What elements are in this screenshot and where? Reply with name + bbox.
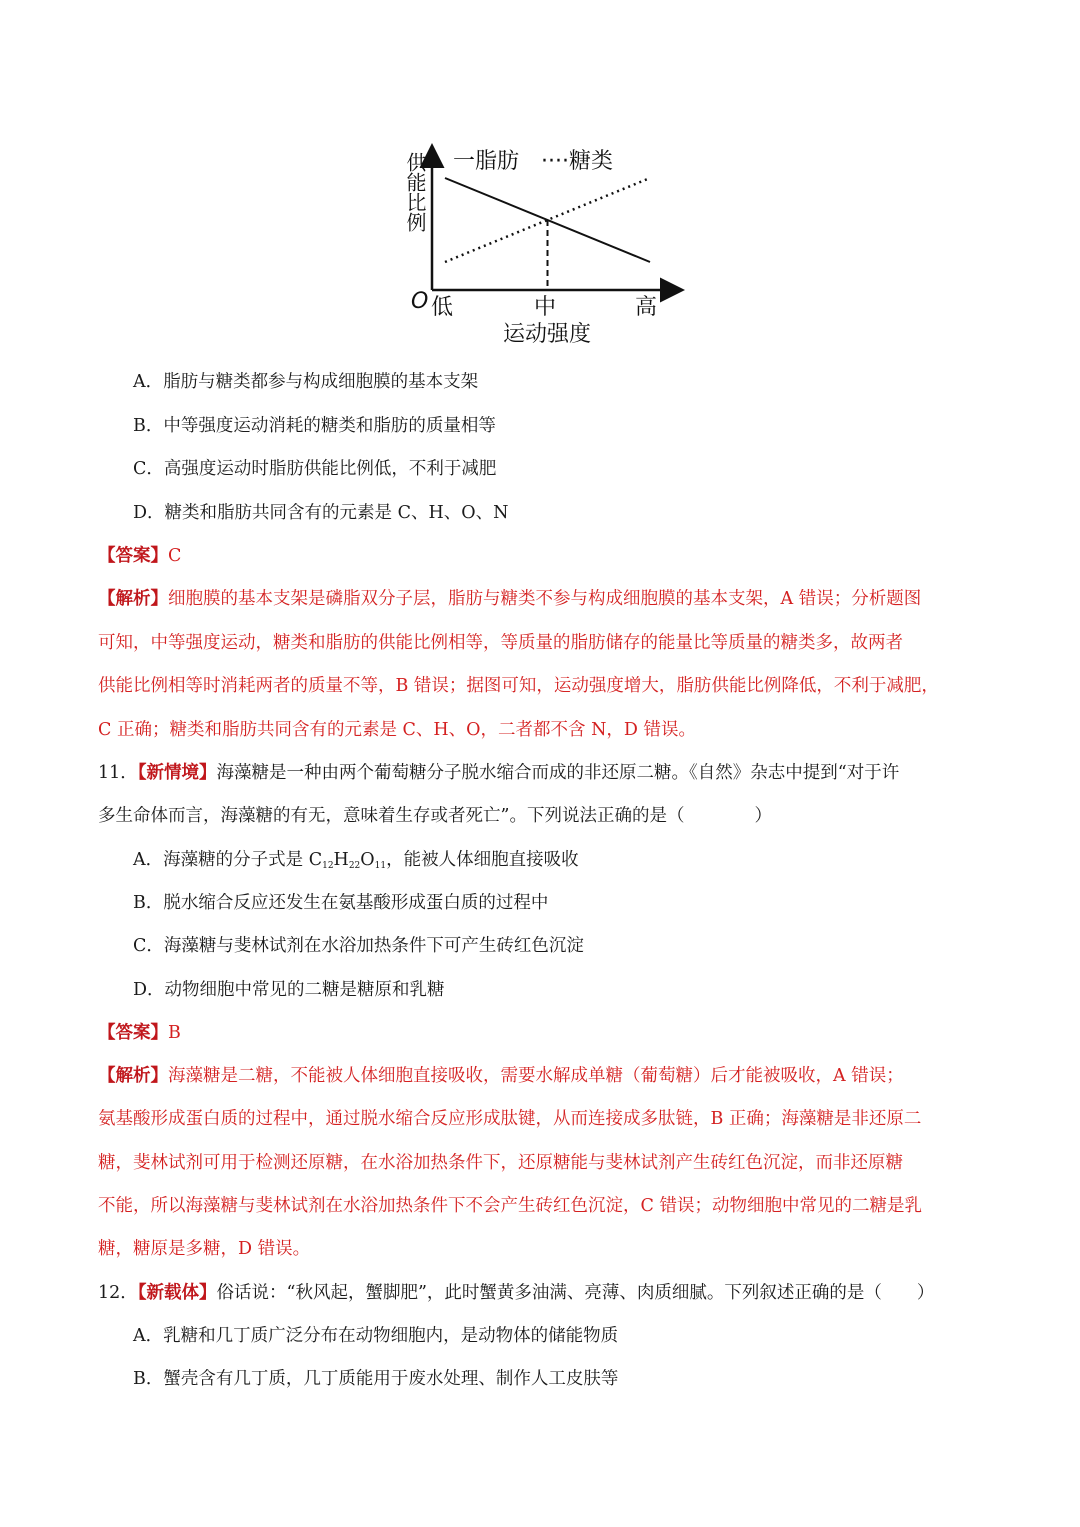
q11-analysis-line-2: 氨基酸形成蛋白质的过程中，通过脱水缩合反应形成肽键，从而连接成多肽链，B 正确；海藻糖是非还原二 <box>98 1109 922 1129</box>
q11-stem-line-2: 多生命体而言，海藻糖的有无，意味着生存或者死亡”。下列说法正确的是（ ） <box>98 806 772 826</box>
analysis-tag: 【解析】 <box>98 1066 168 1086</box>
legend-sugar: ····糖类 <box>541 149 613 174</box>
question-number: 12． <box>98 1283 138 1303</box>
x-tick-mid: 中 <box>534 295 557 320</box>
analysis-tag: 【解析】 <box>98 589 168 609</box>
energy-ratio-chart <box>395 138 695 353</box>
y-axis-label: 供能比例 <box>403 152 427 232</box>
q10-analysis-line-3: 供能比例相等时消耗两者的质量不等，B 错误；据图可知，运动强度增大，脂肪供能比例降低，不利于减肥， <box>98 676 939 696</box>
q11-answer <box>98 1018 181 1048</box>
answer-value: C <box>168 546 182 566</box>
q12-option-a: A．乳糖和几丁质广泛分布在动物细胞内，是动物体的储能物质 <box>133 1326 619 1346</box>
q11-option-b: B．脱水缩合反应还发生在氨基酸形成蛋白质的过程中 <box>133 893 549 913</box>
q10-analysis-line-4: C 正确；糖类和脂肪共同含有的元素是 C、H、O，二者都不含 N，D 错误。 <box>98 720 696 740</box>
answer-value: B <box>168 1023 181 1043</box>
q11-option-d: D．动物细胞中常见的二糖是糖原和乳糖 <box>133 980 445 1000</box>
origin-label: O <box>411 289 429 314</box>
q11-analysis-line-5: 糖，糖原是多糖，D 错误。 <box>98 1239 311 1259</box>
q11-analysis-line-4: 不能，所以海藻糖与斐林试剂在水浴加热条件下不会产生砖红色沉淀，C 错误；动物细胞中常见的二糖是乳 <box>98 1196 922 1216</box>
q10-option-b: B．中等强度运动消耗的糖类和脂肪的质量相等 <box>133 416 496 436</box>
q10-analysis-line-2: 可知，中等强度运动，糖类和脂肪的供能比例相等，等质量的脂肪储存的能量比等质量的糖类多，故两者 <box>98 633 903 653</box>
x-tick-low: 低 <box>431 295 454 320</box>
q11-option-a: A．海藻糖的分子式是 $C_{12}H_{22}O_{11}$，能被人体细胞直接吸收 <box>133 850 579 871</box>
x-axis-title: 运动强度 <box>503 322 592 347</box>
answer-tag: 【答案】 <box>98 546 168 566</box>
q10-option-d: D．糖类和脂肪共同含有的元素是 C、H、O、N <box>133 503 509 523</box>
q10-analysis-line-1: 【解析】细胞膜的基本支架是磷脂双分子层，脂肪与糖类不参与构成细胞膜的基本支架，A 错误；分析题图 <box>98 589 922 609</box>
x-tick-high: 高 <box>635 295 658 320</box>
q10-answer <box>98 541 181 571</box>
question-tag: 【新情境】 <box>137 763 217 783</box>
q12-stem: 12．【新载体】俗话说：“秋风起，蟹脚肥”，此时蟹黄多油满、亮薄、肉质细腻。下列叙述正确的是（ ） <box>98 1283 935 1303</box>
q10-option-a: A．脂肪与糖类都参与构成细胞膜的基本支架 <box>133 372 479 392</box>
question-number: 11． <box>98 763 138 783</box>
q11-analysis-line-1: 【解析】海藻糖是二糖，不能被人体细胞直接吸收，需要水解成单糖（葡萄糖）后才能被吸收，A 错误； <box>98 1066 904 1086</box>
answer-tag: 【答案】 <box>98 1023 168 1043</box>
q12-option-b: B．蟹壳含有几丁质，几丁质能用于废水处理、制作人工皮肤等 <box>133 1369 619 1389</box>
legend-fat: 一脂肪 <box>453 149 520 174</box>
q11-analysis-line-3: 糖，斐林试剂可用于检测还原糖，在水浴加热条件下，还原糖能与斐林试剂产生砖红色沉淀，而非还原糖 <box>98 1153 903 1173</box>
question-tag: 【新载体】 <box>137 1283 217 1303</box>
q10-option-c: C．高强度运动时脂肪供能比例低，不利于减肥 <box>133 459 497 479</box>
q11-stem-line-1: 11．【新情境】海藻糖是一种由两个葡萄糖分子脱水缩合而成的非还原二糖。《自然》杂志中提到“对于许 <box>98 763 900 783</box>
q11-option-c: C．海藻糖与斐林试剂在水浴加热条件下可产生砖红色沉淀 <box>133 936 584 956</box>
